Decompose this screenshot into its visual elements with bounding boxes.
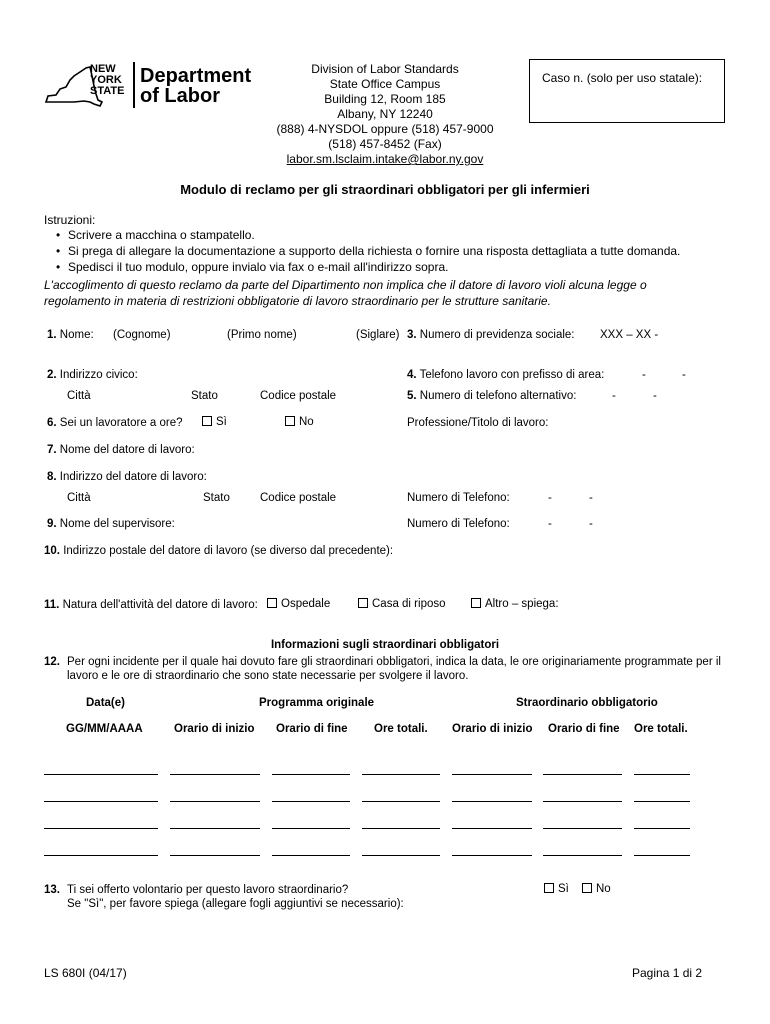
zip-field[interactable]: Codice postale [260, 390, 337, 402]
q6-label: Sei un lavoratore a ore? [59, 417, 183, 429]
nursing-home-label: Casa di riposo [372, 598, 446, 610]
logo-divider [133, 62, 135, 108]
q1-first-name-field[interactable]: (Primo nome) [227, 329, 297, 341]
entry-line[interactable] [634, 828, 690, 829]
entry-line[interactable] [44, 855, 158, 856]
employer-state-field[interactable]: Stato [203, 492, 230, 504]
q1-number: 1. [47, 329, 57, 341]
q5-label[interactable]: Numero di telefono alternativo: [419, 390, 577, 402]
header-line: State Office Campus [329, 77, 441, 91]
q10-number: 10. [44, 545, 60, 557]
q5-number: 5. [407, 390, 417, 402]
phone-dash: - [548, 492, 552, 504]
q13-yes-checkbox[interactable] [544, 883, 554, 893]
q13-line2: Se "Sì", per favore spiega (allegare fogli aggiuntivi se necessario): [67, 898, 404, 910]
entry-line[interactable] [543, 774, 622, 775]
nursing-home-checkbox[interactable] [358, 598, 368, 608]
state-field[interactable]: Stato [191, 390, 218, 402]
entry-line[interactable] [170, 855, 260, 856]
q12-text-line1: Per ogni incidente per il quale hai dovuto fare gli straordinari obbligatori, indica la data, le ore originariamente programmate per il [67, 656, 721, 668]
entry-line[interactable] [170, 774, 260, 775]
phone-dash: - [653, 390, 657, 402]
q9-label[interactable]: Nome del supervisore: [59, 518, 175, 530]
column-header: Orario di fine [548, 723, 620, 735]
group-header-overtime: Straordinario obbligatorio [516, 697, 658, 709]
q2-number: 2. [47, 369, 57, 381]
q8-number: 8. [47, 471, 57, 483]
entry-line[interactable] [452, 855, 532, 856]
group-header-scheduled: Programma originale [259, 697, 375, 709]
instructions-bullet: • Si prega di allegare la documentazione a supporto della richiesta o fornire una risposta dettagliata a tutte domanda. [68, 244, 680, 258]
profession-field[interactable]: Professione/Titolo di lavoro: [407, 417, 549, 429]
instructions-bullet: • Scrivere a macchina o stampatello. [68, 228, 255, 242]
header-line: Building 12, Room 185 [324, 92, 446, 106]
case-number-label: Caso n. (solo per uso statale): [542, 71, 703, 85]
q6-number: 6. [47, 417, 57, 429]
entry-line[interactable] [362, 855, 440, 856]
q8-label[interactable]: Indirizzo del datore di lavoro: [59, 471, 207, 483]
q13-number: 13. [44, 884, 60, 896]
q7-label[interactable]: Nome del datore di lavoro: [59, 444, 195, 456]
q13-yes-label: Sì [558, 883, 569, 895]
q6-yes-checkbox[interactable] [202, 416, 212, 426]
q6-yes-label: Sì [216, 416, 227, 428]
entry-line[interactable] [452, 828, 532, 829]
entry-line[interactable] [272, 801, 350, 802]
q3-label: Numero di previdenza sociale: [419, 329, 575, 341]
q4-number: 4. [407, 369, 417, 381]
form-id: LS 680I (04/17) [44, 966, 127, 980]
instructions-bullet: • Spedisci il tuo modulo, oppure invialo via fax o e-mail all'indirizzo sopra. [68, 260, 448, 274]
phone-dash: - [642, 369, 646, 381]
entry-line[interactable] [362, 774, 440, 775]
logo [44, 60, 250, 112]
page-number: Pagina 1 di 2 [632, 966, 703, 980]
phone-dash: - [589, 492, 593, 504]
other-label: Altro – spiega: [485, 598, 559, 610]
entry-line[interactable] [362, 828, 440, 829]
column-header: Ore totali. [374, 723, 428, 735]
q1-surname-field[interactable]: (Cognome) [113, 329, 171, 341]
logo-dept-line1: Department [140, 65, 252, 87]
q13-line1: Ti sei offerto volontario per questo lavoro straordinario? [67, 884, 349, 896]
entry-line[interactable] [272, 774, 350, 775]
q2-label[interactable]: Indirizzo civico: [59, 369, 138, 381]
entry-line[interactable] [634, 855, 690, 856]
header-line: Division of Labor Standards [311, 62, 459, 76]
q13-no-label: No [596, 883, 611, 895]
entry-line[interactable] [170, 828, 260, 829]
entry-line[interactable] [543, 855, 622, 856]
employer-phone-field[interactable]: Numero di Telefono: [407, 492, 510, 504]
entry-line[interactable] [170, 801, 260, 802]
phone-dash: - [548, 518, 552, 530]
employer-city-field[interactable]: Città [67, 492, 91, 504]
q4-label[interactable]: Telefono lavoro con prefisso di area: [419, 369, 605, 381]
logo-state-line3: STATE [90, 85, 125, 97]
other-checkbox[interactable] [471, 598, 481, 608]
q9-number: 9. [47, 518, 57, 530]
entry-line[interactable] [543, 801, 622, 802]
q11-label: Natura dell'attività del datore di lavoro: [62, 599, 258, 611]
phone-dash: - [682, 369, 686, 381]
group-header-date: Data(e) [86, 697, 125, 709]
entry-line[interactable] [44, 774, 158, 775]
q13-no-checkbox[interactable] [582, 883, 592, 893]
q12-number: 12. [44, 656, 60, 668]
q7-number: 7. [47, 444, 57, 456]
q10-label[interactable]: Indirizzo postale del datore di lavoro (se diverso dal precedente): [63, 545, 394, 557]
case-number-box[interactable] [529, 59, 725, 123]
header-address [255, 62, 515, 167]
entry-line[interactable] [543, 828, 622, 829]
q6-no-label: No [299, 416, 314, 428]
entry-line[interactable] [272, 828, 350, 829]
q1-label: Nome: [59, 329, 94, 341]
entry-line[interactable] [44, 828, 158, 829]
phone-dash: - [589, 518, 593, 530]
city-field[interactable]: Città [67, 390, 91, 402]
disclaimer-line-1: L'accoglimento di questo reclamo da parte del Dipartimento non implica che il datore di lavoro violi alcuna legge o [44, 278, 647, 292]
q3-number: 3. [407, 329, 417, 341]
q11-number: 11. [44, 599, 60, 611]
phone-dash: - [612, 390, 616, 402]
column-header: Orario di inizio [174, 723, 255, 735]
form-title: Modulo di reclamo per gli straordinari obbligatori per gli infermieri [180, 182, 590, 197]
entry-line[interactable] [452, 801, 532, 802]
entry-line[interactable] [362, 801, 440, 802]
employer-zip-field[interactable]: Codice postale [260, 492, 337, 504]
hospital-checkbox[interactable] [267, 598, 277, 608]
column-header: Orario di fine [276, 723, 348, 735]
instructions-label: Istruzioni: [44, 213, 96, 227]
email-link[interactable]: labor.sm.lsclaim.intake@labor.ny.gov [286, 152, 484, 166]
entry-line[interactable] [272, 855, 350, 856]
hospital-label: Ospedale [281, 598, 331, 610]
overtime-section-title: Informazioni sugli straordinari obbligatori [270, 639, 500, 651]
header-line: Albany, NY 12240 [337, 107, 433, 121]
entry-line[interactable] [634, 801, 690, 802]
column-header: Ore totali. [634, 723, 688, 735]
supervisor-phone-field[interactable]: Numero di Telefono: [407, 518, 510, 530]
entry-line[interactable] [634, 774, 690, 775]
logo-state-line2: YORK [90, 74, 122, 86]
header-line: (888) 4-NYSDOL oppure (518) 457-9000 [276, 122, 494, 136]
entry-line[interactable] [44, 801, 158, 802]
header-line: (518) 457-8452 (Fax) [328, 137, 442, 151]
column-header: Orario di inizio [452, 723, 533, 735]
column-header: GG/MM/AAAA [66, 723, 143, 735]
entry-line[interactable] [452, 774, 532, 775]
logo-dept-line2: of Labor [140, 85, 220, 107]
q1-initials-field[interactable]: (Siglare) [356, 329, 400, 341]
q6-no-checkbox[interactable] [285, 416, 295, 426]
logo-state-line1: NEW [90, 63, 116, 75]
ssn-field[interactable]: XXX – XX - [600, 329, 659, 341]
disclaimer-line-2: regolamento in materia di restrizioni obbligatorie di lavoro straordinario per le strutture sanitarie. [44, 294, 551, 308]
q12-text-line2: lavoro e le ore di straordinario che sono state necessarie per svolgere il lavoro. [67, 670, 469, 682]
